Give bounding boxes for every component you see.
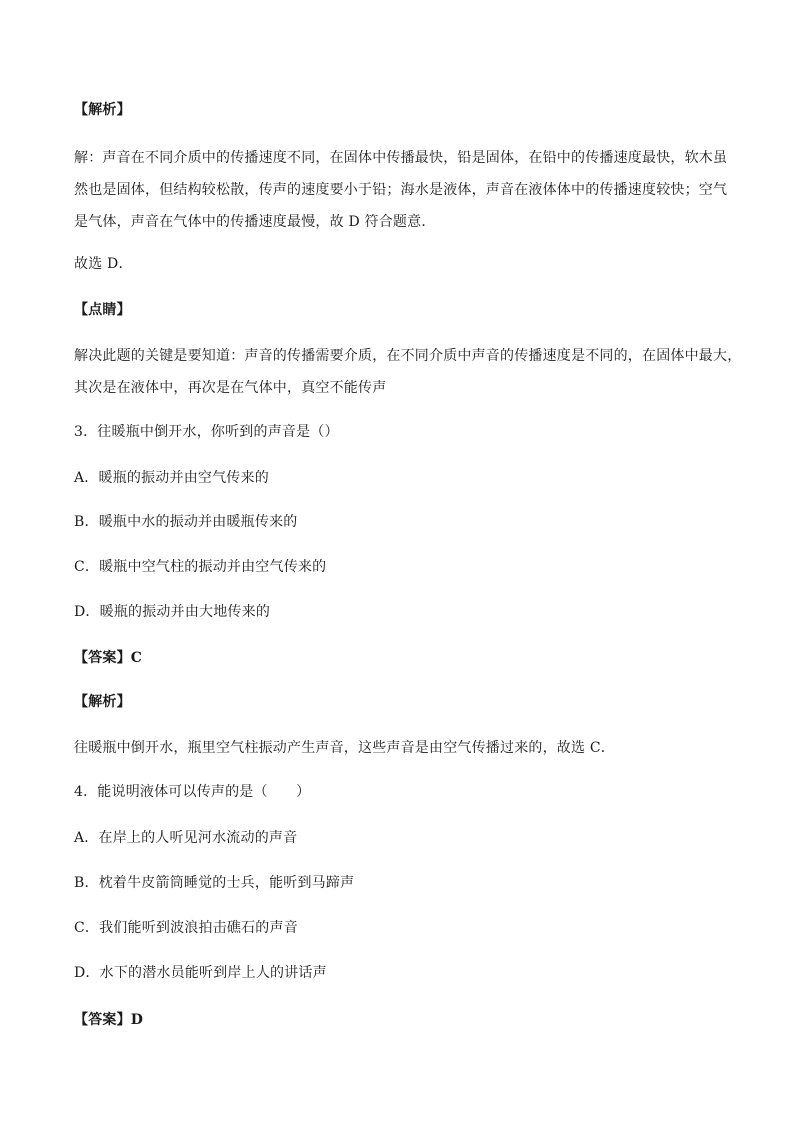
comment-line: 解决此题的关键是要知道：声音的传播需要介质，在不同介质中声音的传播速度是不同的，在固体中最大， xyxy=(74,348,742,364)
question-3-option-c: C．暖瓶中空气柱的振动并由空气传来的 xyxy=(74,559,327,575)
question-3-analysis: 往暖瓶中倒开水，瓶里空气柱振动产生声音，这些声音是由空气传播过来的，故选 C． xyxy=(74,740,615,756)
question-3-option-b: B．暖瓶中水的振动并由暖瓶传来的 xyxy=(74,514,298,530)
analysis-heading: 【解析】 xyxy=(74,102,131,118)
conclusion-text: 故选 D． xyxy=(74,256,133,272)
analysis-line: 是气体，声音在气体中的传播速度最慢，故 D 符合题意． xyxy=(74,214,436,230)
question-3-answer: 【答案】C xyxy=(74,650,143,666)
question-3-option-d: D．暖瓶的振动并由大地传来的 xyxy=(74,604,271,620)
question-3-analysis-heading: 【解析】 xyxy=(74,694,131,710)
comment-line: 其次是在液体中，再次是在气体中，真空不能传声 xyxy=(74,380,387,396)
question-3-stem: 3．往暖瓶中倒开水，你听到的声音是（） xyxy=(74,424,339,440)
question-4-option-d: D．水下的潜水员能听到岸上人的讲话声 xyxy=(74,965,327,981)
question-4-option-b: B．枕着牛皮箭筒睡觉的士兵，能听到马蹄声 xyxy=(74,875,355,891)
question-4-option-c: C．我们能听到波浪拍击礁石的声音 xyxy=(74,920,298,936)
question-4-stem: 4．能说明液体可以传声的是（ ） xyxy=(74,784,311,800)
analysis-line: 然也是固体，但结构较松散，传声的速度要小于铅；海水是液体，声音在液体体中的传播速度较快；空气 xyxy=(74,182,728,198)
analysis-line: 解：声音在不同介质中的传播速度不同，在固体中传播最快，铅是固体，在铅中的传播速度最快，软木虽 xyxy=(74,150,728,166)
comment-heading: 【点睛】 xyxy=(74,302,131,318)
question-3-option-a: A．暖瓶的振动并由空气传来的 xyxy=(74,470,269,486)
question-4-option-a: A．在岸上的人听见河水流动的声音 xyxy=(74,830,298,846)
question-4-answer: 【答案】D xyxy=(74,1012,144,1028)
